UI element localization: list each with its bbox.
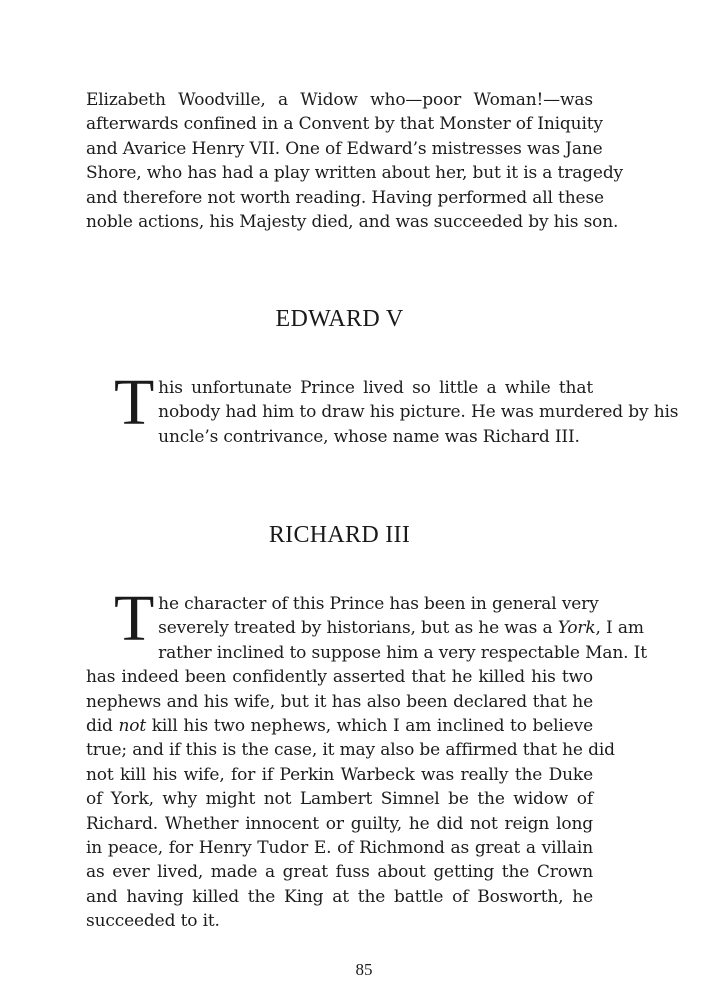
emphasis-york: York (557, 618, 596, 639)
text-line: afterwards confined in a Convent by that Monster of Iniquity (86, 114, 603, 135)
page-number: 85 (355, 960, 373, 979)
chapter-heading-edward-v: EDWARD V (275, 306, 404, 332)
text-line: noble actions, his Majesty died, and was succeeded by his son. (86, 212, 619, 233)
drop-cap: T (114, 582, 155, 655)
text-line: nobody had him to draw his picture. He was murdered by his (158, 402, 679, 423)
text-line: of York, why might not Lambert Simnel be the widow of (86, 789, 593, 810)
text-line: he character of this Prince has been in general very (158, 594, 599, 614)
text-line: and Avarice Henry VII. One of Edward’s mistresses was Jane (86, 138, 603, 159)
chapter-heading-richard-iii: RICHARD III (268, 522, 411, 548)
text-line: nephews and his wife, but it has also been declared that he (86, 691, 593, 712)
paragraph-henry-vii (86, 88, 624, 234)
text-line: his unfortunate Prince lived so little a while that (158, 378, 593, 398)
text-line (86, 616, 644, 640)
text-line: Shore, who has had a play written about her, but it is a tragedy (86, 163, 624, 184)
text-line: true; and if this is the case, it may also be affirmed that he did (86, 740, 615, 761)
text-line: uncle’s contrivance, whose name was Richard III. (158, 426, 580, 447)
text-line (86, 714, 593, 738)
drop-cap: T (114, 366, 155, 439)
text-line: in peace, for Henry Tudor E. of Richmond as great a villain (86, 838, 593, 859)
text-line: rather inclined to suppose him a very respectable Man. It (158, 642, 647, 663)
text-line: as ever lived, made a great fuss about getting the Crown (86, 862, 593, 883)
text-run: did (86, 716, 119, 737)
emphasis-not: not (118, 716, 147, 737)
text-line: has indeed been confidently asserted that he killed his two (86, 667, 593, 688)
text-line: not kill his wife, for if Perkin Warbeck was really the Duke (86, 764, 593, 785)
text-run: , I am (595, 618, 644, 639)
text-run: severely treated by historians, but as he was a (158, 618, 558, 639)
text-line: Elizabeth Woodville, a Widow who—poor Woman!—was (86, 90, 593, 110)
paragraph-richard-iii (86, 582, 647, 934)
text-line: Richard. Whether innocent or guilty, he did not reign long (86, 813, 593, 834)
text-line: succeeded to it. (86, 911, 220, 932)
text-line: and therefore not worth reading. Having performed all these (86, 187, 604, 208)
text-line: and having killed the King at the battle of Bosworth, he (86, 886, 593, 907)
text-run: kill his two nephews, which I am inclined to believe (146, 716, 593, 737)
paragraph-edward-v (86, 366, 679, 449)
